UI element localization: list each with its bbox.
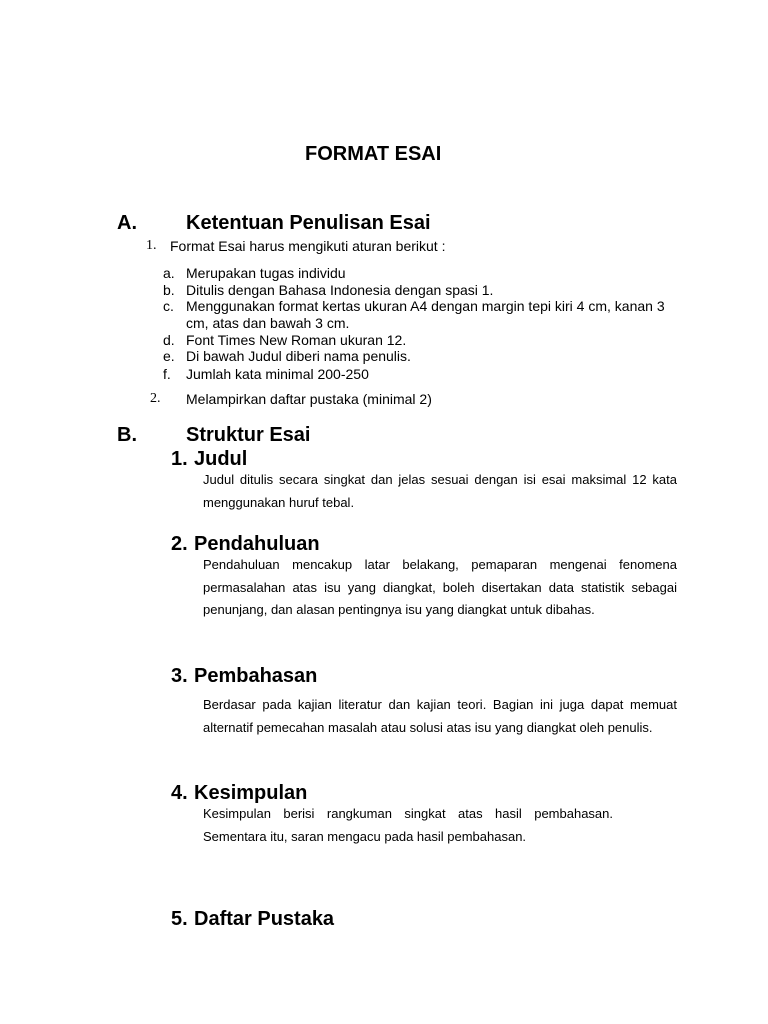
subsection-heading: Judul xyxy=(194,448,248,470)
list-item-text: Format Esai harus mengikuti aturan berikut : xyxy=(170,238,446,254)
subsection-body: Pendahuluan mencakup latar belakang, pemaparan mengenai fenomena permasalahan atas isu yang diangkat, boleh disertakan data statistik sebagai penunjang, dan alasan pentingnya isu yang diangkat untuk dibahas. xyxy=(203,557,677,617)
subitem-text: Merupakan tugas individu xyxy=(186,265,346,281)
subsection-heading: Daftar Pustaka xyxy=(194,908,335,930)
list-item-number: 2. xyxy=(150,391,161,406)
subitem-marker: c. xyxy=(163,298,174,314)
page-title: FORMAT ESAI xyxy=(305,143,442,165)
subitem-text: Menggunakan format kertas ukuran A4 dengan margin tepi kiri 4 cm, kanan 3 cm, atas dan bawah 3 cm. xyxy=(186,298,665,331)
subsection-heading: Pembahasan xyxy=(194,665,318,687)
subitem-marker: d. xyxy=(163,332,175,348)
subitem-marker: a. xyxy=(163,265,175,281)
subsection-number: 5. xyxy=(171,908,188,930)
subitem-text: Ditulis dengan Bahasa Indonesia dengan spasi 1. xyxy=(186,282,494,298)
subsection-heading: Pendahuluan xyxy=(194,533,320,555)
subsection-number: 4. xyxy=(171,782,188,804)
subitem-text: Font Times New Roman ukuran 12. xyxy=(186,332,407,348)
list-item-number: 1. xyxy=(146,238,157,253)
subsection-number: 3. xyxy=(171,665,188,687)
subsection-heading: Kesimpulan xyxy=(194,782,308,804)
subsection-number: 2. xyxy=(171,533,188,555)
subsection-number: 1. xyxy=(171,448,188,470)
subsection-body: Berdasar pada kajian literatur dan kajian teori. Bagian ini juga dapat memuat alternatif pemecahan masalah atau solusi atas isu yang diangkat oleh penulis. xyxy=(203,697,677,735)
subsection-body: Kesimpulan berisi rangkuman singkat atas hasil pembahasan. Sementara itu, saran mengacu pada hasil pembahasan. xyxy=(203,806,613,844)
subitem-text: Jumlah kata minimal 200-250 xyxy=(186,366,369,382)
subitem-marker: e. xyxy=(163,348,175,364)
subitem-marker: b. xyxy=(163,282,175,298)
subitem-marker: f. xyxy=(163,366,171,382)
section-a-heading: Ketentuan Penulisan Esai xyxy=(186,212,431,234)
subsection-body: Judul ditulis secara singkat dan jelas sesuai dengan isi esai maksimal 12 kata menggunakan huruf tebal. xyxy=(203,472,677,510)
list-item-text: Melampirkan daftar pustaka (minimal 2) xyxy=(186,391,432,407)
subitem-text: Di bawah Judul diberi nama penulis. xyxy=(186,348,411,364)
section-b-letter: B. xyxy=(117,424,137,446)
section-a-letter: A. xyxy=(117,212,137,234)
section-b-heading: Struktur Esai xyxy=(186,424,311,446)
